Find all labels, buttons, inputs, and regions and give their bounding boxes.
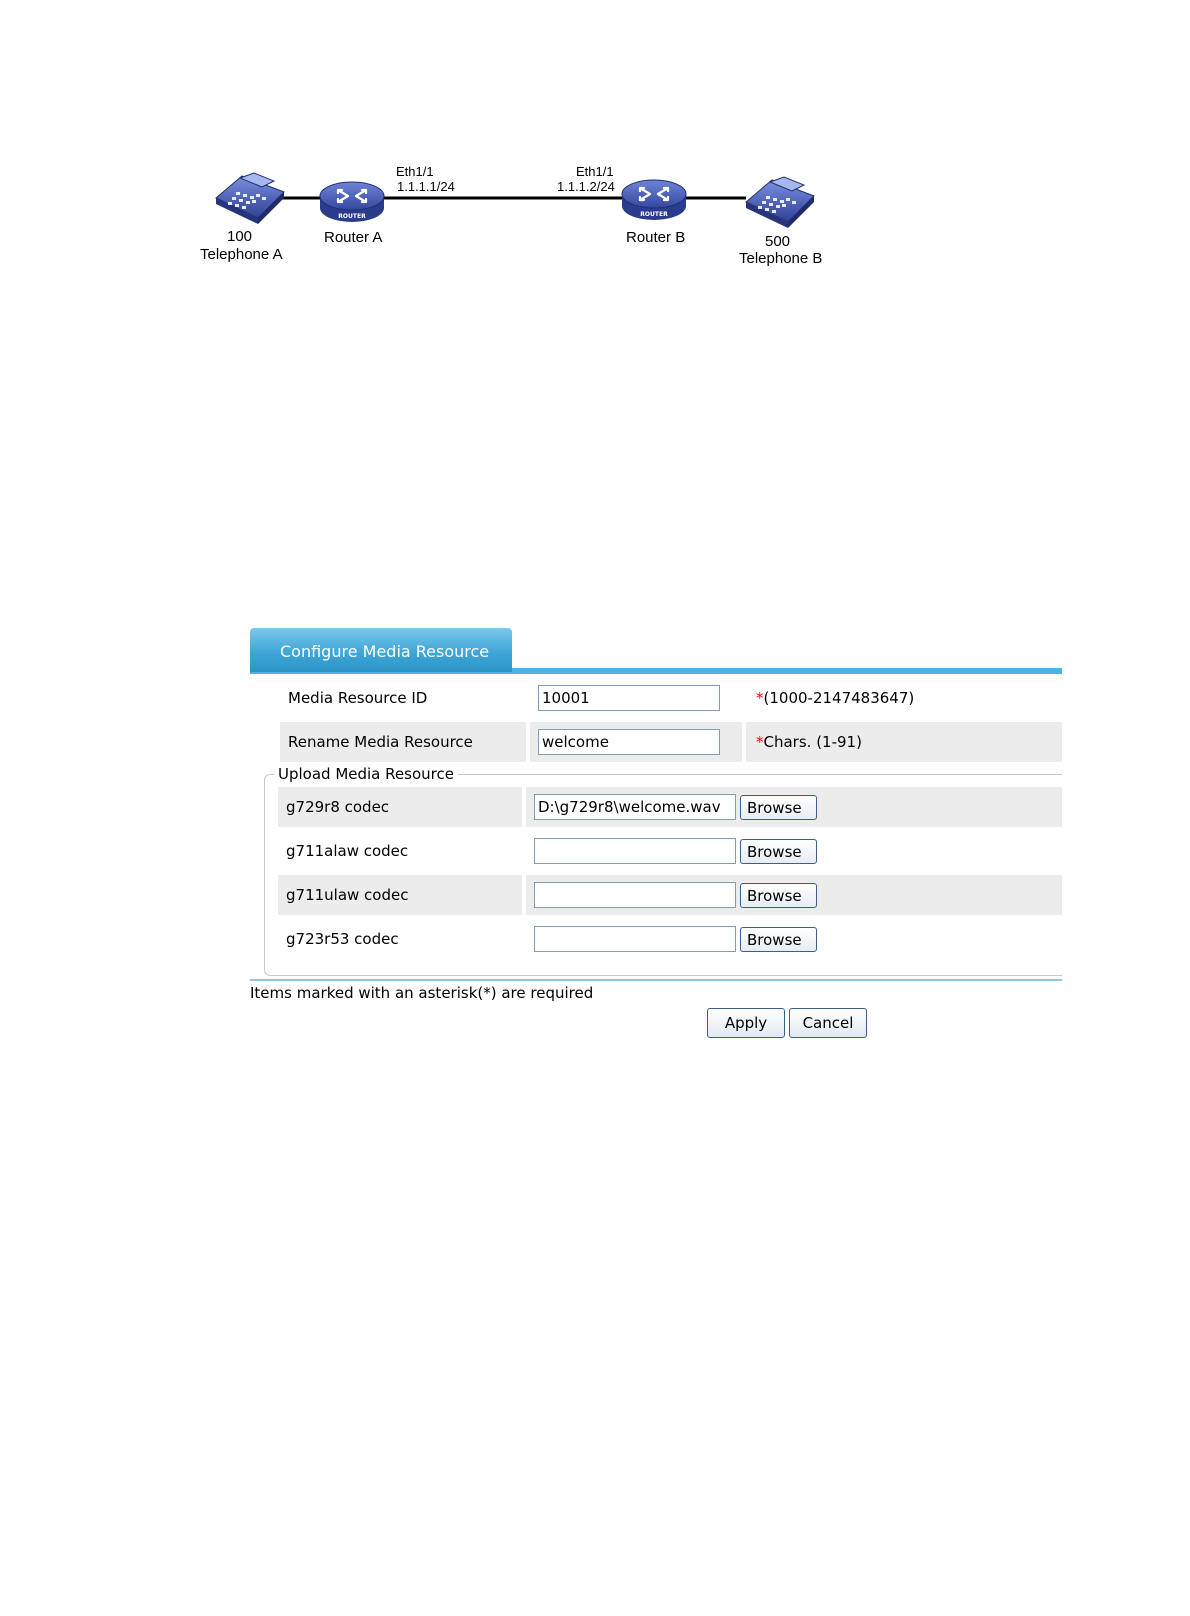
router-b-name: Router B	[626, 229, 686, 246]
codec-label: g711ulaw codec	[278, 875, 522, 915]
media-resource-id-range: (1000-2147483647)	[763, 689, 915, 707]
footer-divider	[250, 979, 1062, 981]
required-fields-note: Items marked with an asterisk(*) are required	[250, 984, 594, 1002]
browse-button[interactable]: Browse	[740, 927, 817, 952]
rename-media-resource-label: Rename Media Resource	[280, 722, 526, 762]
codec-label: g711alaw codec	[286, 842, 409, 860]
codec-file-cell	[526, 831, 1062, 871]
telephone-icon	[746, 177, 814, 228]
codec-label: g729r8 codec	[278, 787, 522, 827]
router-a-ip: 1.1.1.1/24	[397, 179, 455, 194]
router-a-badge: ROUTER	[338, 213, 366, 220]
telephone-a-name: Telephone A	[200, 246, 283, 263]
codec-label: g723r53 codec	[286, 930, 399, 948]
rename-media-resource-row	[280, 722, 1062, 762]
codec-row	[278, 919, 1062, 959]
media-resource-id-cell	[530, 678, 742, 718]
rename-media-resource-input[interactable]: welcome	[538, 729, 720, 755]
router-a-name: Router A	[324, 229, 383, 246]
codec-file-input[interactable]	[534, 926, 736, 952]
media-resource-id-row	[280, 678, 1062, 718]
rename-media-resource-hint	[746, 722, 1062, 762]
browse-button[interactable]: Browse	[740, 839, 817, 864]
codec-row	[278, 787, 1062, 827]
telephone-a-number: 100	[227, 228, 253, 245]
telephone-icon	[216, 173, 284, 224]
codec-file-cell	[526, 787, 1062, 827]
media-resource-id-hint	[746, 678, 1062, 718]
telephone-b-number: 500	[765, 233, 791, 250]
required-asterisk: *	[756, 733, 764, 751]
rename-media-resource-cell	[530, 722, 742, 762]
configure-media-resource-panel	[250, 628, 1062, 1068]
router-b-interface: Eth1/1	[576, 164, 614, 179]
codec-file-cell	[526, 875, 1062, 915]
telephone-b-name: Telephone B	[739, 250, 823, 267]
codec-file-input[interactable]	[534, 838, 736, 864]
rename-media-resource-range: Chars. (1-91)	[763, 733, 862, 751]
codec-file-cell	[526, 919, 1062, 959]
upload-media-resource-legend: Upload Media Resource	[274, 764, 458, 784]
browse-button[interactable]: Browse	[740, 883, 817, 908]
router-b-badge: ROUTER	[640, 211, 668, 218]
codec-file-input[interactable]: D:\g729r8\welcome.wav	[534, 794, 736, 820]
router-b-ip: 1.1.1.2/24	[557, 179, 615, 194]
tab-configure-media-resource[interactable]: Configure Media Resource	[250, 628, 512, 672]
router-a-interface: Eth1/1	[396, 164, 434, 179]
required-asterisk: *	[756, 689, 764, 707]
media-resource-id-input[interactable]: 10001	[538, 685, 720, 711]
cancel-button[interactable]: Cancel	[789, 1008, 867, 1038]
media-resource-id-label: Media Resource ID	[288, 689, 428, 707]
browse-button[interactable]: Browse	[740, 795, 817, 820]
codec-row	[278, 831, 1062, 871]
network-topology-diagram	[200, 160, 860, 280]
codec-file-input[interactable]	[534, 882, 736, 908]
codec-row	[278, 875, 1062, 915]
apply-button[interactable]: Apply	[707, 1008, 785, 1038]
